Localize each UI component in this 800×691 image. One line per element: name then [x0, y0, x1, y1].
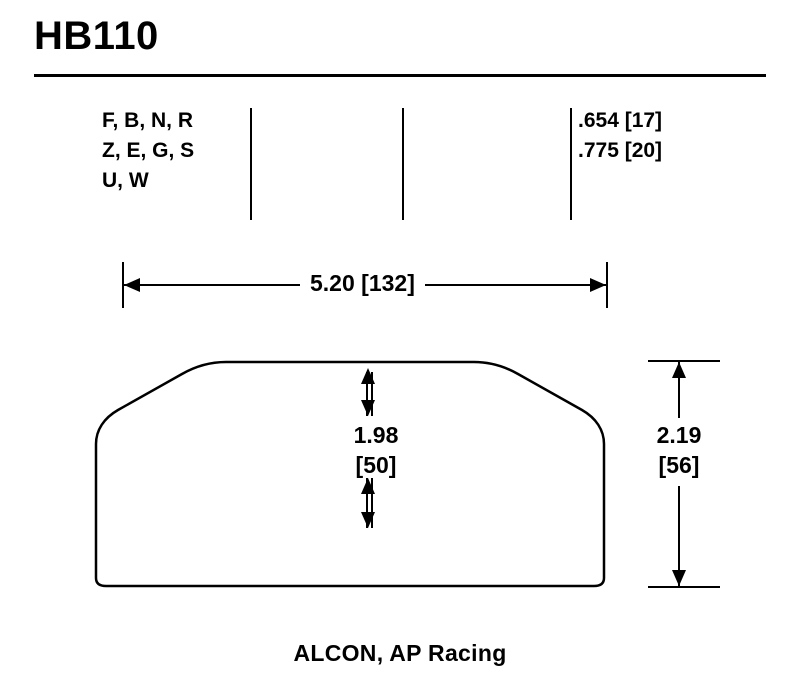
- extension-line-bottom: [648, 586, 720, 588]
- width-dimension-label: 5.20 [132]: [300, 268, 425, 298]
- arrow-up-icon: [361, 478, 375, 494]
- column-separator: [570, 108, 572, 220]
- page-title: HB110: [34, 14, 159, 58]
- compound-code-list: [102, 106, 194, 196]
- height-value-mm: [56]: [658, 452, 700, 478]
- arrow-down-icon: [672, 570, 686, 586]
- arrow-right-icon: [590, 278, 606, 292]
- compound-code-row: U, W: [102, 169, 149, 192]
- compound-code-row: F, B, N, R: [102, 109, 194, 132]
- header-divider: [34, 74, 766, 77]
- thickness-row: .654 [17]: [578, 109, 663, 132]
- inner-height-value-mm: [50]: [355, 452, 397, 478]
- inner-height-value-inch: 1.98: [353, 422, 399, 448]
- column-separator: [250, 108, 252, 220]
- arrow-down-icon: [361, 512, 375, 528]
- height-value-inch: 2.19: [656, 422, 702, 448]
- arrow-up-icon: [361, 368, 375, 384]
- arrow-up-icon: [672, 362, 686, 378]
- column-separator: [402, 108, 404, 220]
- thickness-list: [578, 106, 662, 166]
- compound-code-row: Z, E, G, S: [102, 139, 195, 162]
- arrow-down-icon: [361, 400, 375, 416]
- arrow-left-icon: [124, 278, 140, 292]
- height-dimension-label: [636, 420, 722, 480]
- thickness-row: .775 [20]: [578, 139, 663, 162]
- inner-height-dimension-label: [333, 420, 419, 480]
- applications-label: ALCON, AP Racing: [293, 640, 507, 666]
